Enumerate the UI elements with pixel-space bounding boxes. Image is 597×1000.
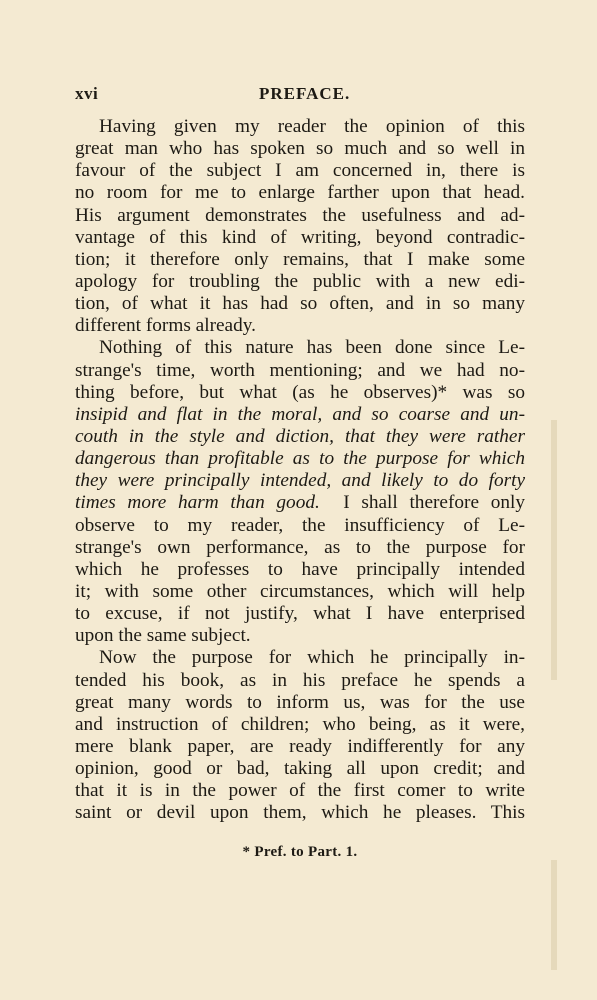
running-head <box>75 84 525 108</box>
text-line: to excuse, if not justify, what I have enterprised <box>75 603 525 625</box>
text-line: Having given my reader the opinion of this <box>99 116 525 137</box>
italic-quote-line: dangerous than profitable as to the purpose for which <box>75 448 525 470</box>
text-line <box>75 492 525 514</box>
footnote: * Pref. to Part. 1. <box>242 844 358 860</box>
text-line: upon the same subject. <box>75 625 251 647</box>
text-line: that it is in the power of the first comer to write <box>75 780 525 802</box>
page-number: xvi <box>75 84 99 103</box>
text-line: and instruction of children; who being, as it were, <box>75 713 525 735</box>
text-line: thing before, but what (as he observes)* was so <box>75 381 525 403</box>
text-line: His argument demonstrates the usefulness and ad- <box>75 204 525 226</box>
text-line: strange's time, worth mentioning; and we had no- <box>75 359 525 381</box>
text-line: observe to my reader, the insufficiency of Le- <box>75 514 525 536</box>
text-line: apology for troubling the public with a new edi- <box>75 270 525 292</box>
text-line: Now the purpose for which he principally in- <box>99 647 525 669</box>
margin-shadow <box>551 420 557 680</box>
text-line: opinion, good or bad, taking all upon credit; and <box>75 758 525 780</box>
text-line: tended his book, as in his preface he spends a <box>75 669 525 691</box>
text-line: it; with some other circumstances, which will help <box>75 580 525 602</box>
text-line: strange's own performance, as to the purpose for <box>75 536 525 558</box>
margin-shadow <box>551 860 557 970</box>
text-line: tion; it therefore only remains, that I make some <box>75 248 525 270</box>
text-fragment: I shall therefore only <box>343 492 525 514</box>
body-text <box>75 116 525 825</box>
italic-quote-line: insipid and flat in the moral, and so coarse and un- <box>75 403 525 425</box>
text-line: different forms already. <box>75 315 256 337</box>
text-line: which he professes to have principally intended <box>75 558 525 580</box>
italic-quote-line: couth in the style and diction, that they were rather <box>75 425 525 447</box>
text-line: no room for me to enlarge farther upon that head. <box>75 182 525 204</box>
running-title: PREFACE. <box>259 84 351 103</box>
text-line: vantage of this kind of writing, beyond contradic- <box>75 226 525 248</box>
text-line: tion, of what it has had so often, and in so many <box>75 293 525 315</box>
text-line: great many words to inform us, was for the use <box>75 691 525 713</box>
text-line: great man who has spoken so much and so well in <box>75 138 525 160</box>
text-line: mere blank paper, are ready indifferently for any <box>75 735 525 757</box>
italic-quote-end: times more harm than good. <box>75 492 344 514</box>
text-line: saint or devil upon them, which he pleases. This <box>75 802 525 824</box>
text-line: Nothing of this nature has been done since Le- <box>99 337 525 359</box>
text-line: favour of the subject I am concerned in, there is <box>75 160 525 182</box>
italic-quote-line: they were principally intended, and likely to do forty <box>75 470 525 492</box>
